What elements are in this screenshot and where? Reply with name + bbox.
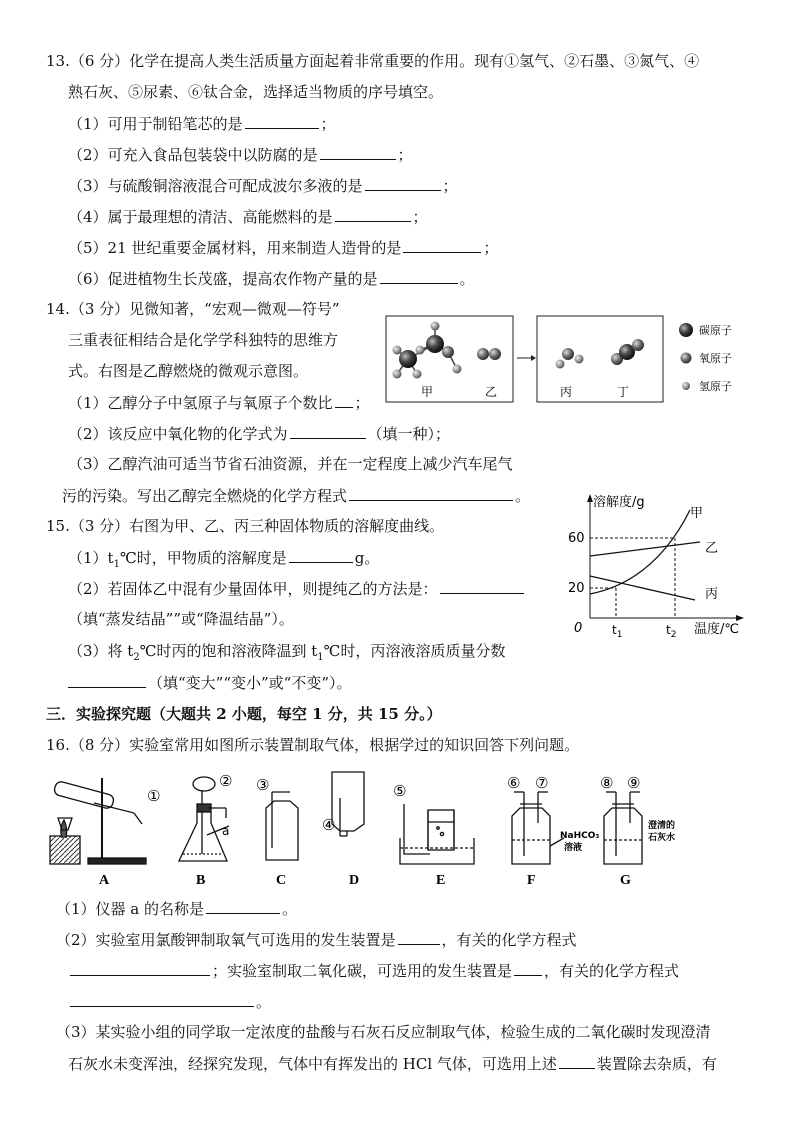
x-axis-label: 温度/℃ — [694, 622, 739, 637]
q16-item3b: 石灰水未变浑浊，经探究发现，气体中有挥发出的 HCl 气体，可选用上述 装置除去杂质，有 — [68, 1055, 717, 1073]
apparatus-f — [512, 792, 564, 864]
answer-blank[interactable] — [440, 578, 524, 594]
q13-line1: 13.（6 分）化学在提高人类生活质量方面起着非常重要的作用。现有①氢气、②石墨、③氮气、④ — [46, 52, 700, 70]
solubility-curve-graph — [560, 490, 760, 640]
label-ding: 丁 — [617, 385, 630, 399]
label-circled-3: ③ — [256, 776, 270, 794]
q13-item3: （3）与硫酸铜溶液混合可配成波尔多液的是 ； — [68, 177, 458, 195]
q13-item4: （4）属于最理想的清洁、高能燃料的是 ； — [68, 208, 428, 226]
q16-item2a: （2）实验室用氯酸钾制取氧气可选用的发生装置是 ，有关的化学方程式 — [56, 931, 577, 949]
carbon-dioxide-molecule — [611, 339, 644, 365]
answer-blank[interactable] — [320, 144, 396, 160]
label-E: E — [436, 873, 446, 888]
label-circled-2: ② — [219, 772, 233, 790]
carbon-atom-legend-icon — [679, 323, 693, 337]
q16-item3a: （3）某实验小组的同学取一定浓度的盐酸与石灰石反应制取气体，检验生成的二氧化碳时发现澄清 — [56, 1023, 711, 1041]
answer-blank[interactable] — [68, 672, 146, 688]
q15-item3: （3）将 $t_2℃$时丙的饱和溶液降温到 $t_1℃$时，丙溶液溶质质量分数 — [68, 642, 506, 663]
series-yi-label: 乙 — [705, 541, 719, 556]
answer-blank[interactable] — [380, 268, 458, 284]
section3-title: 三．实验探究题（大题共 2 小题，每空 1 分，共 15 分。） — [46, 705, 442, 723]
f-solution-line1: NaHCO₃ — [560, 831, 600, 841]
series-bing-label: 丙 — [705, 587, 719, 602]
answer-blank[interactable] — [559, 1053, 595, 1069]
x-tick-t1: $t_1$ — [612, 623, 623, 640]
q15-item1: $(1)t_1℃$时，甲物质的溶解度是 g。 — [68, 549, 380, 570]
origin-label: 0 — [574, 621, 583, 636]
label-circled-4: ④ — [322, 816, 336, 834]
label-circled-5: ⑤ — [393, 782, 407, 800]
q14-line1: 14.（3 分）见微知著，“宏观—微观—符号” — [46, 300, 340, 318]
label-circled-1: ① — [147, 787, 161, 805]
answer-blank[interactable] — [335, 392, 353, 408]
q13-line2: 熟石灰、⑤尿素、⑥钛合金，选择适当物质的序号填空。 — [68, 83, 444, 101]
q16-line1: 16.（8 分）实验室常用如图所示装置制取气体，根据学过的知识回答下列问题。 — [46, 736, 580, 754]
label-C: C — [276, 873, 287, 888]
label-G: G — [620, 873, 631, 888]
apparatus-e — [400, 804, 474, 864]
lab-apparatus-figure — [44, 768, 676, 890]
label-A: A — [99, 873, 110, 888]
oxygen-molecule — [477, 348, 501, 360]
answer-blank[interactable] — [289, 547, 353, 563]
answer-blank[interactable] — [335, 206, 411, 222]
y-axis-label: 溶解度/g — [593, 495, 645, 510]
answer-blank[interactable] — [398, 929, 440, 945]
q13-item1: （1）可用于制铅笔芯的是 ； — [68, 115, 336, 133]
oxygen-atom-legend-icon — [681, 353, 692, 364]
q16-item2b: ；实验室制取二氧化碳，可选用的发生装置是 ，有关的化学方程式 — [68, 960, 679, 981]
answer-blank[interactable] — [245, 113, 319, 129]
label-circled-9: ⑨ — [627, 774, 641, 792]
answer-blank[interactable] — [365, 175, 441, 191]
apparatus-c — [266, 792, 298, 860]
y-tick-60: 60 — [568, 531, 585, 546]
x-tick-t2: $t_2$ — [666, 623, 677, 640]
curve-yi — [590, 542, 700, 556]
label-jia: 甲 — [421, 385, 434, 399]
apparatus-g — [604, 792, 642, 864]
q16-item2c: 。 — [68, 991, 271, 1012]
answer-blank[interactable] — [290, 423, 366, 439]
answer-blank[interactable] — [70, 991, 254, 1007]
q16-item1: （1）仪器 a 的名称是 。 — [56, 900, 298, 918]
legend-hydrogen: 氢原子 — [699, 380, 732, 393]
ethanol-combustion-diagram — [385, 314, 745, 406]
q14-item3b: 污的污染。写出乙醇完全燃烧的化学方程式 。 — [62, 487, 531, 505]
series-jia-label: 甲 — [690, 506, 704, 521]
answer-blank[interactable] — [514, 960, 542, 976]
f-solution-line2: 溶液 — [564, 843, 583, 853]
apparatus-d — [332, 772, 364, 836]
answer-blank[interactable] — [349, 485, 513, 501]
q13-item6: （6）促进植物生长茂盛，提高农作物产量的是 。 — [68, 270, 475, 288]
products-box — [537, 316, 663, 402]
g-solution-line1: 澄清的 — [648, 821, 676, 831]
label-circled-8: ⑧ — [600, 774, 614, 792]
answer-blank[interactable] — [206, 898, 280, 914]
q15-item3d: （填“变大”“变小”或“不变”）。 — [66, 672, 352, 693]
q13-item5: （5）21 世纪重要金属材料，用来制造人造骨的是 ； — [68, 239, 499, 257]
answer-blank[interactable] — [403, 237, 481, 253]
water-molecule — [556, 348, 584, 369]
q15-item2: （2）若固体乙中混有少量固体甲，则提纯乙的方法是： — [68, 578, 526, 599]
label-F: F — [527, 873, 536, 888]
label-D: D — [349, 873, 360, 888]
legend-carbon: 碳原子 — [699, 324, 732, 337]
hydrogen-atom-legend-icon — [682, 382, 690, 390]
g-solution-line2: 石灰水 — [648, 833, 676, 843]
y-tick-20: 20 — [568, 581, 585, 596]
q14-item1: （1）乙醇分子中氢原子与氧原子个数比 ； — [68, 394, 370, 412]
q14-line2: 三重表征相结合是化学学科独特的思维方 — [68, 331, 339, 349]
label-yi: 乙 — [485, 385, 498, 399]
q15-line1: 15.（3 分）右图为甲、乙、丙三种固体物质的溶解度曲线。 — [46, 517, 445, 535]
curve-jia — [590, 510, 690, 594]
label-bing: 丙 — [560, 385, 573, 399]
q15-item2b: （填“蒸发结晶””或“降温结晶”）。 — [68, 610, 294, 628]
q14-line3: 式。右图是乙醇燃烧的微观示意图。 — [68, 362, 309, 380]
label-a: a — [222, 824, 230, 838]
apparatus-a — [50, 778, 146, 864]
q14-item2: （2）该反应中氧化物的化学式为 （填一种）； — [68, 425, 451, 443]
label-B: B — [196, 873, 206, 888]
label-circled-7: ⑦ — [535, 774, 549, 792]
label-circled-6: ⑥ — [507, 774, 521, 792]
q13-item2: （2）可充入食品包装袋中以防腐的是 ； — [68, 146, 413, 164]
q14-item3a: （3）乙醇汽油可适当节省石油资源，并在一定程度上减少汽车尾气 — [68, 455, 513, 473]
legend-oxygen: 氧原子 — [699, 352, 732, 365]
answer-blank[interactable] — [70, 960, 210, 976]
